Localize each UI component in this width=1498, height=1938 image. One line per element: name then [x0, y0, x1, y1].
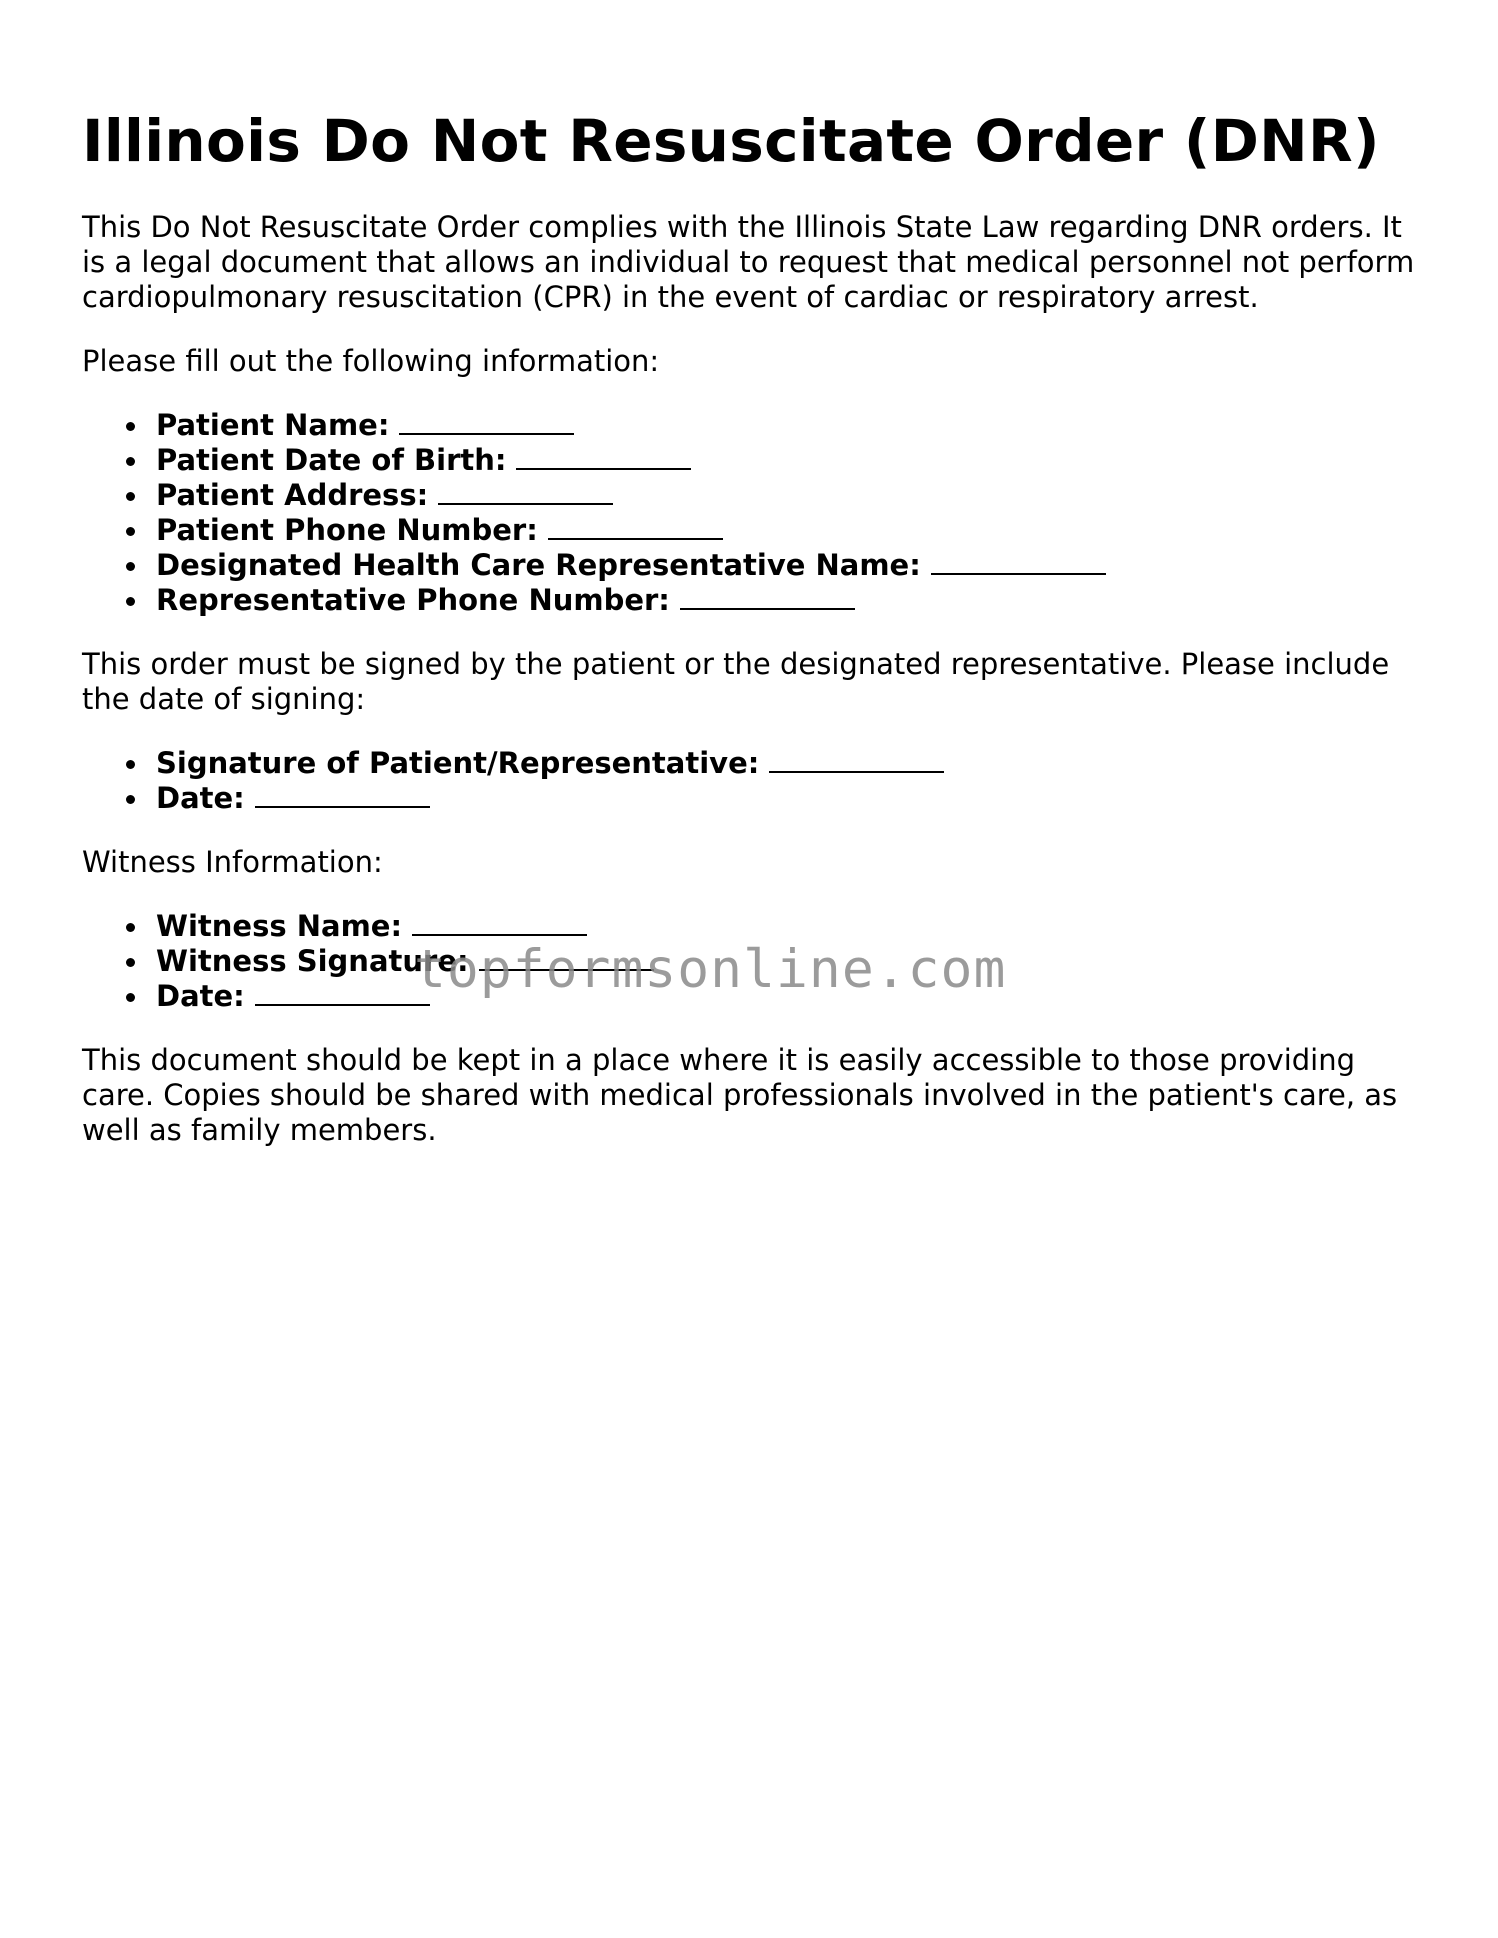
- blank-line[interactable]: [255, 782, 430, 808]
- patient-fields-list: [82, 408, 1418, 618]
- field-patient-phone: [156, 513, 1418, 548]
- blank-line[interactable]: [412, 910, 587, 936]
- field-label: Witness Signature:: [156, 944, 469, 978]
- field-witness-date: [156, 979, 1418, 1014]
- blank-line[interactable]: [548, 514, 723, 540]
- field-label: Date:: [156, 781, 245, 815]
- field-label: Representative Phone Number:: [156, 583, 670, 617]
- blank-line[interactable]: [255, 980, 430, 1006]
- document-page: [82, 96, 1418, 1148]
- witness-fields-list: [82, 909, 1418, 1014]
- field-signature: [156, 746, 1418, 781]
- field-patient-address: [156, 478, 1418, 513]
- field-label: Date:: [156, 979, 245, 1013]
- field-representative-name: [156, 548, 1418, 583]
- field-label: Patient Phone Number:: [156, 513, 538, 547]
- field-label: Patient Date of Birth:: [156, 443, 507, 477]
- field-witness-name: [156, 909, 1418, 944]
- fill-prompt: Please fill out the following information:: [82, 344, 660, 378]
- field-patient-dob: [156, 443, 1418, 478]
- signing-fields-list: [82, 746, 1418, 816]
- blank-line[interactable]: [399, 409, 574, 435]
- watermark: topformsonline.com: [414, 939, 1007, 1000]
- closing-note: This document should be kept in a place where it is easily accessible to those providing care. Copies should be shared with medical professionals involved in the patient's care, as well as family members.: [82, 1043, 1398, 1147]
- field-witness-signature: [156, 944, 1418, 979]
- blank-line[interactable]: [438, 479, 613, 505]
- field-patient-name: [156, 408, 1418, 443]
- intro-paragraph: This Do Not Resuscitate Order complies with the Illinois State Law regarding DNR orders. It is a legal document that allows an individual to request that medical personnel not perform cardiopulmonary resuscitation (CPR) in the event of cardiac or respiratory arrest.: [82, 210, 1415, 314]
- field-label: Patient Name:: [156, 408, 390, 442]
- field-signing-date: [156, 781, 1418, 816]
- field-label: Designated Health Care Representative Name:: [156, 548, 921, 582]
- field-representative-phone: [156, 583, 1418, 618]
- blank-line[interactable]: [516, 444, 691, 470]
- blank-line[interactable]: [479, 945, 654, 971]
- field-label: Signature of Patient/Representative:: [156, 746, 760, 780]
- blank-line[interactable]: [931, 549, 1106, 575]
- field-label: Patient Address:: [156, 478, 429, 512]
- field-label: Witness Name:: [156, 909, 403, 943]
- signing-note: This order must be signed by the patient or the designated representative. Please include the date of signing:: [82, 647, 1390, 716]
- blank-line[interactable]: [680, 584, 855, 610]
- witness-heading: Witness Information:: [82, 845, 383, 879]
- page-title: Illinois Do Not Resuscitate Order (DNR): [82, 107, 1380, 175]
- blank-line[interactable]: [769, 747, 944, 773]
